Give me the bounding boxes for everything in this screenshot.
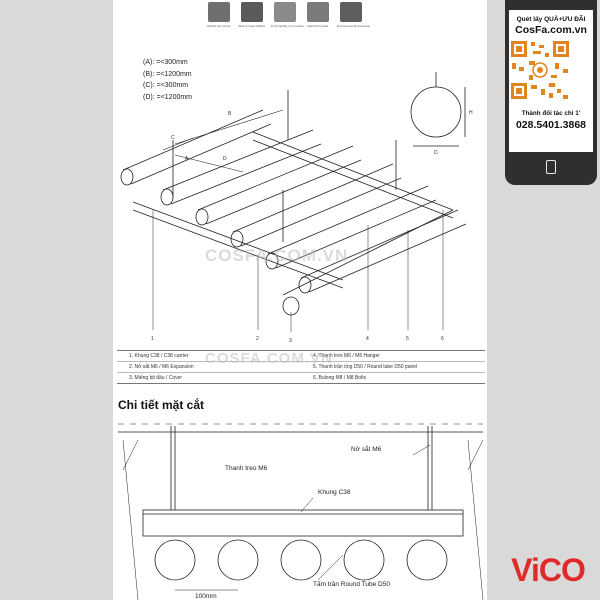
watermark-top: COSFA.COM.VN (205, 246, 349, 265)
tube-section-detail (411, 72, 465, 146)
corrosion-proof-icon (274, 2, 296, 22)
part-num-3: 3 (289, 338, 292, 344)
label-c: C (171, 135, 175, 141)
heat-absorb-icon (307, 2, 329, 22)
brand-text: CosFa.com.vn (515, 24, 587, 36)
eco-icon (340, 2, 362, 22)
m6-hangers (173, 90, 396, 242)
label-hanger: Thanh treo M6 (225, 465, 268, 472)
label-a: A (185, 156, 189, 162)
feature-heat: Absorb the heat (304, 2, 331, 28)
watermark-mid: COSFA.COM.VN (205, 350, 333, 367)
dimension-d: (D): =<1200mm (143, 93, 193, 101)
phone-screen (509, 10, 593, 152)
part-num-5: 5 (406, 336, 409, 342)
partner-text: Thành đối tác chỉ 1' (521, 110, 581, 117)
label-h: H (469, 110, 473, 116)
feature-sound: Absorb the sound (205, 2, 232, 28)
part-num-4: 4 (366, 336, 369, 342)
hotline-number[interactable]: 028.5401.3868 (515, 119, 587, 131)
dimension-a: (A): =<300mm (143, 59, 188, 66)
shifting-icon (241, 2, 263, 22)
dimension-b: (B): =<1200mm (143, 70, 192, 78)
sound-absorb-icon (208, 2, 230, 22)
label-carrier: Khung C38 (318, 489, 351, 496)
label-expansion: Nở sắt M6 (351, 446, 382, 453)
label-d: D (223, 156, 227, 162)
part-num-1: 1 (151, 336, 154, 342)
isometric-drawing (113, 60, 487, 350)
promo-phone[interactable] (505, 0, 597, 185)
phone-home-button (546, 160, 556, 174)
qr-code[interactable] (509, 39, 571, 101)
dimension-c: (C): =<300mm (143, 82, 189, 89)
feature-shifting: Able to bear shifting (238, 2, 265, 28)
vico-logo (500, 545, 596, 595)
logo-text: ViCO (511, 552, 585, 588)
section-drawing (113, 410, 487, 600)
part-num-2: 2 (256, 336, 259, 342)
feature-eco: Environmental protection (337, 2, 364, 28)
label-spacing: 100mm (195, 593, 217, 600)
scan-text: Quét lấy QUÀ+ƯU ĐÃI (516, 16, 586, 23)
part-num-6: 6 (441, 336, 444, 342)
feature-icons (205, 2, 371, 28)
legend-row: 2. Nở sắt M6 / M6 Expansion 5. Thanh trần ống D50 / Round tube D50 panel (117, 362, 485, 373)
label-b: B (228, 111, 232, 117)
label-tube: Tấm trần Round Tube D50 (313, 581, 390, 588)
legend-row: 3. Miếng bịt đầu / Cover 6. Bulong M8 / M8 Bolts (129, 375, 367, 381)
section-title: Chi tiết mặt cắt (118, 398, 205, 412)
label-dia: D (434, 150, 438, 156)
legend-row: 1. Khung C38 / C38 carrier 4. Thanh treo M6 / M6 Hanger (117, 351, 485, 362)
feature-corrosion: Proof acidity of corrosion (271, 2, 298, 28)
